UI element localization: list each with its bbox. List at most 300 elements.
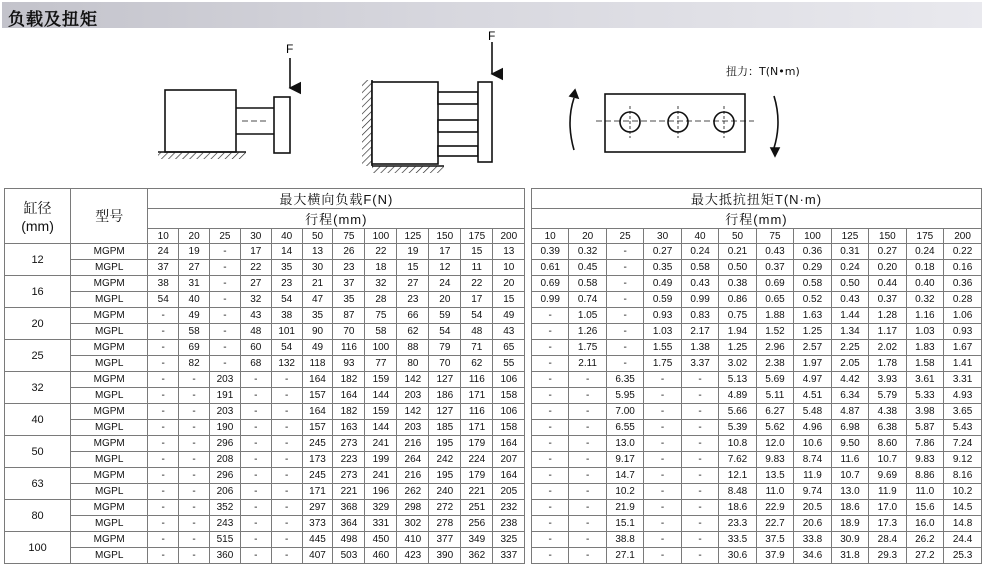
table-row [5, 340, 982, 356]
force-cell: 164 [302, 404, 333, 420]
torque-cell: 0.32 [906, 292, 943, 308]
torque-cell: - [606, 292, 643, 308]
force-cell: 159 [365, 404, 397, 420]
force-cell: 362 [461, 548, 493, 564]
torque-cell: 0.99 [531, 292, 568, 308]
torque-cell: - [606, 308, 643, 324]
torque-cell: 34.6 [794, 548, 831, 564]
force-cell: 10 [493, 260, 525, 276]
force-cell: 232 [493, 500, 525, 516]
force-cell: 163 [333, 420, 365, 436]
torque-cell: 8.74 [794, 452, 831, 468]
torque-cell: 1.38 [681, 340, 718, 356]
torque-cell: 6.98 [831, 420, 868, 436]
torque-header: 最大抵抗扭矩T(N·m) [531, 189, 981, 209]
torque-cell: 3.02 [719, 356, 756, 372]
torque-cell: 2.57 [794, 340, 831, 356]
torque-cell: - [681, 484, 718, 500]
force-cell: - [148, 436, 179, 452]
model-cell: MGPM [71, 244, 148, 260]
force-stroke-100: 100 [365, 229, 397, 244]
torque-cell: - [531, 420, 568, 436]
torque-cell: - [531, 452, 568, 468]
torque-cell: - [531, 404, 568, 420]
force-cell: 22 [365, 244, 397, 260]
force-cell: 127 [429, 404, 461, 420]
force-cell: 13 [493, 244, 525, 260]
force-cell: 297 [302, 500, 333, 516]
torque-cell: - [644, 532, 681, 548]
torque-cell: 1.03 [906, 324, 943, 340]
torque-cell: 0.69 [531, 276, 568, 292]
torque-cell: 3.31 [944, 372, 982, 388]
torque-cell: 0.86 [719, 292, 756, 308]
force-cell: - [179, 500, 210, 516]
torque-cell: - [644, 452, 681, 468]
torque-cell: 1.03 [644, 324, 681, 340]
torque-cell: - [681, 420, 718, 436]
torque-cell: 0.36 [794, 244, 831, 260]
force-cell: 195 [429, 436, 461, 452]
force-cell: 79 [429, 340, 461, 356]
force-cell: 302 [397, 516, 429, 532]
force-cell: - [148, 484, 179, 500]
force-cell: 251 [461, 500, 493, 516]
force-cell: 49 [179, 308, 210, 324]
force-cell: 37 [333, 276, 365, 292]
table-row [5, 404, 982, 420]
torque-cell: - [606, 244, 643, 260]
force-cell: 100 [365, 340, 397, 356]
torque-cell: 25.3 [944, 548, 982, 564]
torque-cell: - [681, 452, 718, 468]
model-cell: MGPM [71, 532, 148, 548]
force-cell: 206 [210, 484, 241, 500]
force-cell: 164 [493, 436, 525, 452]
force-stroke-175: 175 [461, 229, 493, 244]
torque-cell: 0.24 [831, 260, 868, 276]
torque-cell: 3.37 [681, 356, 718, 372]
force-cell: 35 [271, 260, 302, 276]
torque-cell: 5.43 [944, 420, 982, 436]
bore-cell: 63 [5, 468, 71, 500]
torque-cell: 3.98 [906, 404, 943, 420]
force-cell: 191 [210, 388, 241, 404]
force-cell: 54 [461, 308, 493, 324]
torque-cell: 9.74 [794, 484, 831, 500]
side-load-figure [158, 58, 290, 159]
force-cell: 88 [397, 340, 429, 356]
torque-cell: - [531, 500, 568, 516]
torque-cell: - [531, 532, 568, 548]
force-cell: 208 [210, 452, 241, 468]
force-cell: - [210, 308, 241, 324]
force-cell: - [179, 484, 210, 500]
torque-cell: 5.33 [906, 388, 943, 404]
torque-cell: - [681, 468, 718, 484]
force-cell: 26 [333, 244, 365, 260]
torque-cell: 0.27 [644, 244, 681, 260]
torque-cell: 0.24 [906, 244, 943, 260]
torque-cell: 3.61 [906, 372, 943, 388]
torque-cell: 0.69 [756, 276, 793, 292]
torque-cell: - [644, 436, 681, 452]
force-cell: - [210, 324, 241, 340]
force-cell: 278 [429, 516, 461, 532]
torque-cell: - [681, 372, 718, 388]
force-cell: - [271, 484, 302, 500]
force-cell: - [179, 548, 210, 564]
table-row [5, 388, 982, 404]
torque-cell: 5.62 [756, 420, 793, 436]
force-stroke-200: 200 [493, 229, 525, 244]
force-cell: 28 [365, 292, 397, 308]
torque-cell: 0.36 [944, 276, 982, 292]
torque-cell: 13.5 [756, 468, 793, 484]
torque-cell: - [531, 356, 568, 372]
torque-cell: - [606, 340, 643, 356]
torque-cell: - [569, 388, 606, 404]
force-stroke-150: 150 [429, 229, 461, 244]
force-cell: 243 [210, 516, 241, 532]
torque-cell: 0.27 [869, 244, 906, 260]
table-row [5, 420, 982, 436]
force-cell: 216 [397, 436, 429, 452]
torque-cell: 0.39 [531, 244, 568, 260]
table-row [5, 548, 982, 564]
torque-cell: 6.35 [606, 372, 643, 388]
torque-stroke-30: 30 [644, 229, 681, 244]
force-cell: 68 [240, 356, 271, 372]
torque-cell: 9.83 [906, 452, 943, 468]
force-cell: - [240, 468, 271, 484]
torque-cell: 4.51 [794, 388, 831, 404]
torque-cell: 1.25 [794, 324, 831, 340]
torque-cell: 13.0 [606, 436, 643, 452]
force-cell: - [240, 404, 271, 420]
torque-cell: 11.9 [794, 468, 831, 484]
torque-cell: 1.75 [569, 340, 606, 356]
torque-cell: 1.26 [569, 324, 606, 340]
torque-cell: 1.52 [756, 324, 793, 340]
force-cell: 66 [397, 308, 429, 324]
torque-cell: 0.59 [644, 292, 681, 308]
force-cell: 241 [365, 436, 397, 452]
model-cell: MGPL [71, 484, 148, 500]
force-cell: 298 [397, 500, 429, 516]
force-cell: 15 [461, 244, 493, 260]
force-cell: 15 [397, 260, 429, 276]
torque-cell: 0.65 [756, 292, 793, 308]
force-cell: 37 [148, 260, 179, 276]
torque-label: 扭力：T(N•m) [726, 65, 800, 78]
torque-cell: - [681, 516, 718, 532]
force-cell: 158 [493, 420, 525, 436]
torque-cell: 0.38 [719, 276, 756, 292]
force-cell: 54 [148, 292, 179, 308]
force-label-2: F [488, 30, 496, 43]
torque-cell: - [569, 436, 606, 452]
force-cell: - [210, 292, 241, 308]
force-cell: 18 [365, 260, 397, 276]
force-cell: 171 [461, 388, 493, 404]
force-cell: 216 [397, 468, 429, 484]
force-cell: 54 [429, 324, 461, 340]
torque-cell: - [531, 308, 568, 324]
torque-cell: 0.50 [831, 276, 868, 292]
force-cell: 13 [302, 244, 333, 260]
torque-cell: - [569, 404, 606, 420]
torque-cell: 12.0 [756, 436, 793, 452]
force-cell: 256 [461, 516, 493, 532]
table-row [5, 260, 982, 276]
force-cell: 503 [333, 548, 365, 564]
torque-cell: 0.43 [681, 276, 718, 292]
bore-cell: 50 [5, 436, 71, 468]
force-cell: 144 [365, 420, 397, 436]
force-cell: 245 [302, 468, 333, 484]
table-row [5, 484, 982, 500]
torque-cell: 0.35 [644, 260, 681, 276]
force-cell: 17 [240, 244, 271, 260]
torque-cell: 0.16 [944, 260, 982, 276]
force-cell: 373 [302, 516, 333, 532]
torque-cell: - [644, 404, 681, 420]
force-cell: 17 [429, 244, 461, 260]
force-cell: - [271, 420, 302, 436]
force-cell: - [179, 516, 210, 532]
force-cell: - [148, 324, 179, 340]
torque-cell: 0.58 [794, 276, 831, 292]
force-cell: 205 [493, 484, 525, 500]
force-cell: - [271, 468, 302, 484]
force-cell: 31 [179, 276, 210, 292]
force-cell: 47 [302, 292, 333, 308]
model-cell: MGPM [71, 308, 148, 324]
torque-cell: 14.5 [944, 500, 982, 516]
torque-cell: 4.93 [944, 388, 982, 404]
force-cell: 32 [365, 276, 397, 292]
torque-cell: 1.34 [831, 324, 868, 340]
force-cell: 203 [210, 404, 241, 420]
torque-cell: 0.21 [719, 244, 756, 260]
force-cell: 498 [333, 532, 365, 548]
force-cell: 221 [333, 484, 365, 500]
model-cell: MGPM [71, 500, 148, 516]
torque-cell: 1.44 [831, 308, 868, 324]
torque-cell: 0.24 [681, 244, 718, 260]
force-cell: 331 [365, 516, 397, 532]
torque-cell: 4.87 [831, 404, 868, 420]
torque-cell: 10.8 [719, 436, 756, 452]
bore-cell: 80 [5, 500, 71, 532]
force-cell: 262 [397, 484, 429, 500]
force-cell: 190 [210, 420, 241, 436]
force-stroke-20: 20 [179, 229, 210, 244]
force-cell: 207 [493, 452, 525, 468]
torque-figure [570, 90, 779, 156]
force-cell: 329 [365, 500, 397, 516]
torque-stroke-75: 75 [756, 229, 793, 244]
force-cell: 185 [429, 420, 461, 436]
torque-cell: 0.44 [869, 276, 906, 292]
torque-cell: - [644, 388, 681, 404]
torque-cell: 4.97 [794, 372, 831, 388]
torque-cell: 0.45 [569, 260, 606, 276]
force-cell: - [179, 420, 210, 436]
force-cell: 349 [461, 532, 493, 548]
force-cell: 24 [148, 244, 179, 260]
load-diagram [0, 30, 987, 188]
torque-cell: 1.55 [644, 340, 681, 356]
force-cell: 58 [365, 324, 397, 340]
force-cell: 203 [397, 420, 429, 436]
torque-cell: - [531, 372, 568, 388]
force-cell: 264 [397, 452, 429, 468]
torque-cell: 1.05 [569, 308, 606, 324]
bore-cell: 25 [5, 340, 71, 372]
force-cell: 23 [271, 276, 302, 292]
torque-cell: 0.93 [944, 324, 982, 340]
force-cell: 49 [493, 308, 525, 324]
torque-cell: 0.37 [869, 292, 906, 308]
torque-cell: 33.8 [794, 532, 831, 548]
torque-cell: 10.7 [831, 468, 868, 484]
torque-cell: 5.66 [719, 404, 756, 420]
force-cell: - [148, 468, 179, 484]
torque-cell: 29.3 [869, 548, 906, 564]
force-cell: 19 [179, 244, 210, 260]
force-cell: - [240, 436, 271, 452]
force-cell: - [240, 516, 271, 532]
force-label-1: F [286, 42, 294, 56]
torque-cell: - [644, 372, 681, 388]
torque-cell: 27.2 [906, 548, 943, 564]
force-cell: - [240, 500, 271, 516]
torque-cell: 0.43 [831, 292, 868, 308]
force-cell: 17 [461, 292, 493, 308]
torque-cell: 1.25 [719, 340, 756, 356]
torque-cell: - [681, 388, 718, 404]
torque-cell: 9.12 [944, 452, 982, 468]
torque-cell: 14.7 [606, 468, 643, 484]
torque-stroke-25: 25 [606, 229, 643, 244]
model-cell: MGPM [71, 372, 148, 388]
bore-cell: 16 [5, 276, 71, 308]
force-cell: 182 [333, 404, 365, 420]
torque-cell: 5.13 [719, 372, 756, 388]
torque-cell: - [531, 324, 568, 340]
torque-cell: - [644, 516, 681, 532]
torque-cell: - [644, 484, 681, 500]
torque-cell: 38.8 [606, 532, 643, 548]
force-cell: 23 [397, 292, 429, 308]
force-cell: 450 [365, 532, 397, 548]
model-cell: MGPL [71, 324, 148, 340]
force-cell: - [210, 340, 241, 356]
force-cell: 116 [461, 372, 493, 388]
torque-cell: 1.58 [906, 356, 943, 372]
torque-cell: 27.1 [606, 548, 643, 564]
torque-cell: 20.6 [794, 516, 831, 532]
torque-cell: 1.16 [906, 308, 943, 324]
torque-cell: - [681, 532, 718, 548]
model-cell: MGPM [71, 468, 148, 484]
torque-cell: 2.25 [831, 340, 868, 356]
model-cell: MGPL [71, 260, 148, 276]
torque-cell: 8.48 [719, 484, 756, 500]
torque-cell: 0.20 [869, 260, 906, 276]
force-cell: 199 [365, 452, 397, 468]
force-cell: 410 [397, 532, 429, 548]
force-cell: - [271, 516, 302, 532]
torque-cell: - [531, 340, 568, 356]
force-cell: 87 [333, 308, 365, 324]
force-cell: 23 [333, 260, 365, 276]
torque-cell: 5.95 [606, 388, 643, 404]
torque-cell: 24.4 [944, 532, 982, 548]
torque-cell: 16.0 [906, 516, 943, 532]
force-cell: 69 [179, 340, 210, 356]
force-cell: - [148, 356, 179, 372]
torque-cell: 2.11 [569, 356, 606, 372]
torque-cell: 3.93 [869, 372, 906, 388]
force-cell: 116 [461, 404, 493, 420]
force-cell: 30 [302, 260, 333, 276]
force-cell: - [210, 356, 241, 372]
torque-cell: - [681, 548, 718, 564]
bore-cell: 32 [5, 372, 71, 404]
bore-cell: 12 [5, 244, 71, 276]
torque-cell: 18.6 [831, 500, 868, 516]
force-cell: 157 [302, 388, 333, 404]
torque-cell: - [569, 468, 606, 484]
force-cell: 35 [333, 292, 365, 308]
torque-cell: 8.16 [944, 468, 982, 484]
force-cell: 223 [333, 452, 365, 468]
force-cell: 368 [333, 500, 365, 516]
force-cell: - [148, 388, 179, 404]
model-header: 型号 [71, 189, 148, 244]
force-cell: 158 [493, 388, 525, 404]
force-stroke-25: 25 [210, 229, 241, 244]
force-cell: - [179, 452, 210, 468]
torque-cell: 8.86 [906, 468, 943, 484]
torque-cell: 11.0 [756, 484, 793, 500]
force-cell: 132 [271, 356, 302, 372]
torque-cell: 22.9 [756, 500, 793, 516]
torque-cell: - [569, 532, 606, 548]
force-cell: 337 [493, 548, 525, 564]
force-cell: - [240, 452, 271, 468]
torque-cell: 28.4 [869, 532, 906, 548]
torque-cell: - [531, 388, 568, 404]
torque-cell: 1.28 [869, 308, 906, 324]
force-cell: 325 [493, 532, 525, 548]
torque-cell: - [681, 500, 718, 516]
torque-cell: 7.24 [944, 436, 982, 452]
force-stroke-10: 10 [148, 229, 179, 244]
torque-cell: 31.8 [831, 548, 868, 564]
table-row [5, 500, 982, 516]
torque-cell: 0.43 [756, 244, 793, 260]
force-stroke-header: 行程(mm) [148, 209, 525, 229]
force-cell: - [240, 484, 271, 500]
torque-cell: 7.00 [606, 404, 643, 420]
force-cell: 15 [493, 292, 525, 308]
table-row [5, 292, 982, 308]
model-cell: MGPL [71, 516, 148, 532]
